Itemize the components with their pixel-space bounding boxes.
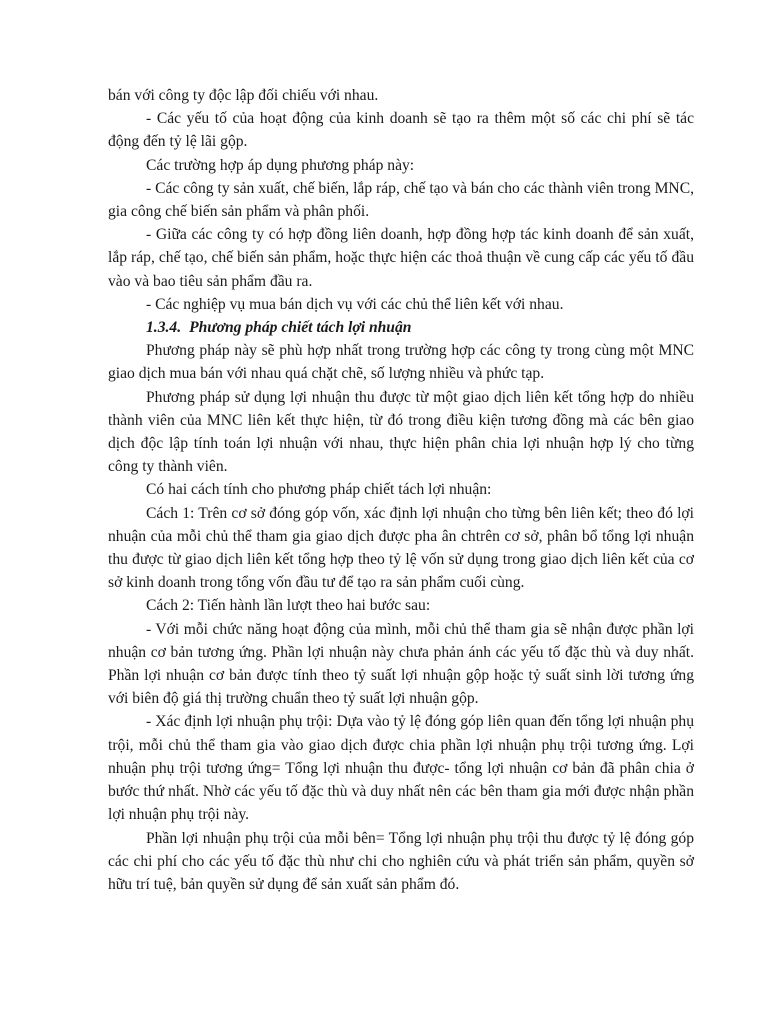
paragraph: - Với mỗi chức năng hoạt động của mình, mỗi chủ thể tham gia sẽ nhận được phần lợi nhuận cơ bản tương ứng. Phần lợi nhuận này chưa phản ánh các yếu tố đặc thù và duy nhất. Phần lợi nhuận cơ bản được tính theo tỷ suất lợi nhuận gộp hoặc tỷ suất sinh lời tương ứng với biên độ giá thị trường chuẩn theo tỷ suất lợi nhuận gộp. <box>108 620 694 708</box>
paragraph: Phương pháp này sẽ phù hợp nhất trong trường hợp các công ty trong cùng một MNC giao dịch mua bán với nhau quá chặt chẽ, số lượng nhiều và phức tạp. <box>108 342 694 383</box>
document-page <box>108 84 694 896</box>
paragraph: - Các công ty sản xuất, chế biến, lắp ráp, chế tạo và bán cho các thành viên trong MNC, gia công chế biến sản phẩm và phân phối. <box>108 179 694 221</box>
paragraph: - Các yếu tố của hoạt động của kinh doanh sẽ tạo ra thêm một số các chi phí sẽ tác động đến tỷ lệ lãi gộp. <box>108 110 694 151</box>
paragraph: Phương pháp sử dụng lợi nhuận thu được từ một giao dịch liên kết tổng hợp do nhiều thành viên của MNC liên kết thực hiện, từ đó trong điều kiện tương đồng mà các bên giao dịch độc lập tính toán lợi nhuận với nhau, thực hiện phân chia lợi nhuận hợp lý cho từng công ty thành viên. <box>108 388 694 476</box>
paragraph: - Các nghiệp vụ mua bán dịch vụ với các chủ thể liên kết với nhau. <box>146 295 564 313</box>
paragraph: bán với công ty độc lập đối chiếu với nhau. <box>108 87 379 104</box>
paragraph: - Giữa các công ty có hợp đồng liên doanh, hợp đồng hợp tác kinh doanh để sản xuất, lắp ráp, chế tạo, chế biến sản phẩm, hoặc thực hiện các thoả thuận về cung cấp các yếu tố đầu vào và bao tiêu sản phẩm đầu ra. <box>108 226 694 290</box>
section-number: 1.3.4. <box>146 319 182 337</box>
section-title: Phương pháp chiết tách lợi nhuận <box>189 319 412 337</box>
paragraph: Các trường hợp áp dụng phương pháp này: <box>146 156 415 174</box>
paragraph: Phần lợi nhuận phụ trội của mỗi bên= Tổng lợi nhuận phụ trội thu được tỷ lệ đóng góp các chi phí cho các yếu tố đặc thù như chi cho nghiên cứu và phát triển sản phẩm, quyền sở hữu trí tuệ, bản quyền sử dụng để sản xuất sản phẩm đó. <box>108 829 694 893</box>
section-heading <box>108 316 694 339</box>
paragraph: Có hai cách tính cho phương pháp chiết tách lợi nhuận: <box>146 481 492 499</box>
paragraph: - Xác định lợi nhuận phụ trội: Dựa vào tỷ lệ đóng góp liên quan đến tổng lợi nhuận phụ trội, mỗi chủ thể tham gia vào giao dịch được chia phần lợi nhuận phụ trội tương ứng. Lợi nhuận phụ trội tương ứng= Tổng lợi nhuận thu được- tổng lợi nhuận cơ bản đã phân chia ở bước thứ nhất. Nhờ các yếu tố đặc thù và duy nhất nên các bên tham gia mới được nhận phần lợi nhuận phụ trội này. <box>108 713 694 824</box>
paragraph: Cách 2: Tiến hành lần lượt theo hai bước sau: <box>146 597 431 615</box>
paragraph: Cách 1: Trên cơ sở đóng góp vốn, xác định lợi nhuận cho từng bên liên kết; theo đó lợi nhuận của mỗi chủ thể tham gia giao dịch được pha ân chtrên cơ sở, phân bổ tổng lợi nhuận thu được từ giao dịch liên kết tổng hợp theo tỷ lệ vốn sử dụng trong giao dịch liên kết của cơ sở kinh doanh trong tổng vốn đầu tư để tạo ra sản phẩm cuối cùng. <box>108 504 694 592</box>
